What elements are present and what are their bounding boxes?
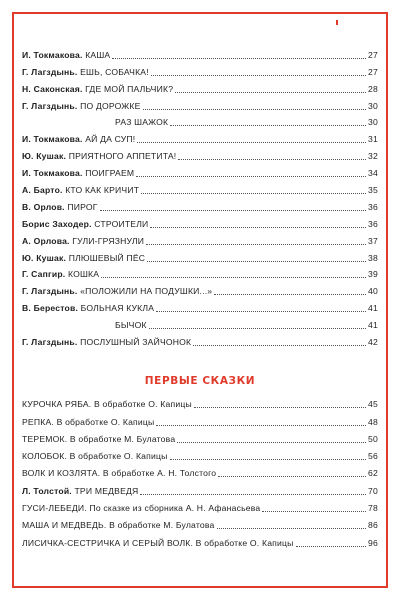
- entry-author: А. Барто.: [22, 185, 63, 196]
- dot-leader: [156, 425, 366, 426]
- entry-text: [22, 168, 134, 179]
- entry-text: [22, 520, 215, 531]
- entry-page-number: 35: [368, 185, 378, 196]
- entry-page-number: 48: [368, 416, 378, 427]
- entry-title: ГУЛИ-ГРЯЗНУЛИ: [72, 235, 145, 246]
- toc-entry: [22, 410, 378, 427]
- entry-page-number: 41: [368, 320, 378, 331]
- entry-page-number: 38: [368, 252, 378, 263]
- toc-entry: [22, 247, 378, 264]
- entry-text: [22, 185, 139, 196]
- toc-entry: [22, 162, 378, 179]
- toc-entry: [22, 428, 378, 445]
- entry-author: А. Орлова.: [22, 235, 70, 246]
- entry-author: В. Берестов.: [22, 303, 79, 314]
- entry-note: В обработке М. Булатова: [109, 520, 215, 531]
- entry-author: В. Орлов.: [22, 201, 65, 212]
- entry-text: [22, 84, 173, 95]
- entry-text: [115, 117, 168, 128]
- dot-leader: [175, 92, 366, 93]
- entry-title: ВОЛК И КОЗЛЯТА.: [22, 468, 101, 479]
- entry-page-number: 62: [368, 468, 378, 479]
- entry-note: В обработке О. Капицы: [69, 451, 168, 462]
- entry-page-number: 36: [368, 201, 378, 212]
- entry-text: [22, 67, 149, 78]
- entry-title: «ПОЛОЖИЛИ НА ПОДУШКИ...»: [80, 286, 213, 297]
- toc-entry: [22, 531, 378, 548]
- dot-leader: [137, 142, 366, 143]
- dot-leader: [170, 459, 367, 460]
- entry-page-number: 41: [368, 303, 378, 314]
- entry-author: И. Токмакова.: [22, 168, 83, 179]
- toc-entry: [22, 44, 378, 61]
- entry-text: [22, 503, 260, 514]
- entry-title: ТРИ МЕДВЕДЯ: [74, 485, 139, 496]
- dot-leader: [178, 159, 366, 160]
- entry-title: ЛИСИЧКА-СЕСТРИЧКА И СЕРЫЙ ВОЛК.: [22, 537, 194, 548]
- toc-entry: [22, 280, 378, 297]
- entry-title: ГДЕ МОЙ ПАЛЬЧИК?: [85, 83, 174, 94]
- toc-entry: [22, 331, 378, 348]
- dot-leader: [193, 345, 366, 346]
- entry-note: В обработке А. Н. Толстого: [102, 468, 217, 479]
- entry-text: [22, 434, 175, 445]
- entry-author: Г. Лагздынь.: [22, 100, 78, 111]
- entry-title: ПЛЮШЕВЫЙ ПЁС: [68, 252, 146, 263]
- entry-page-number: 31: [368, 134, 378, 145]
- entry-page-number: 86: [368, 520, 378, 531]
- toc-entry: [22, 479, 378, 496]
- dot-leader: [149, 328, 366, 329]
- entry-text: [22, 101, 141, 112]
- dot-leader: [214, 294, 366, 295]
- entry-title: ПО ДОРОЖКЕ: [80, 100, 141, 111]
- dot-leader: [150, 227, 366, 228]
- toc-entry: [22, 95, 378, 112]
- entry-page-number: 50: [368, 433, 378, 444]
- entry-text: [22, 134, 135, 145]
- entry-title: АЙ ДА СУП!: [85, 134, 136, 145]
- entry-page-number: 45: [368, 399, 378, 410]
- entry-title: БЫЧОК: [115, 320, 147, 331]
- toc-entry: [22, 230, 378, 247]
- entry-title: КОШКА: [67, 269, 100, 280]
- entry-note: В обработке О. Капицы: [93, 399, 192, 410]
- entry-page-number: 36: [368, 218, 378, 229]
- entry-page-number: 78: [368, 503, 378, 514]
- entry-title: СТРОИТЕЛИ: [94, 218, 149, 229]
- entry-page-number: 34: [368, 168, 378, 179]
- entry-text: [22, 468, 216, 479]
- dot-leader: [217, 528, 367, 529]
- entry-page-number: 28: [368, 83, 378, 94]
- entry-title: КУРОЧКА РЯБА.: [22, 399, 92, 410]
- entry-page-number: 70: [368, 485, 378, 496]
- entry-title: ПИРОГ: [67, 201, 98, 212]
- entry-text: [22, 269, 99, 280]
- entry-author: Н. Саконская.: [22, 83, 83, 94]
- entry-title: ПОСЛУШНЫЙ ЗАЙЧОНОК: [80, 337, 192, 348]
- entry-author: Л. Толстой.: [22, 485, 72, 496]
- toc-tales-list: [22, 393, 378, 549]
- entry-title: КТО КАК КРИЧИТ: [65, 185, 140, 196]
- entry-text: [22, 337, 191, 348]
- toc-entry: [22, 264, 378, 281]
- toc-entry: [22, 145, 378, 162]
- entry-title: МАША И МЕДВЕДЬ.: [22, 520, 107, 531]
- toc-entry: [22, 445, 378, 462]
- dot-leader: [177, 442, 366, 443]
- entry-text: [22, 151, 176, 162]
- entry-text: [22, 486, 138, 497]
- entry-text: [22, 202, 98, 213]
- entry-title: ПРИЯТНОГО АППЕТИТА!: [68, 151, 177, 162]
- entry-title: ПОИГРАЕМ: [85, 168, 135, 179]
- dot-leader: [112, 58, 366, 59]
- dot-leader: [194, 407, 366, 408]
- dot-leader: [100, 210, 366, 211]
- toc-entry: [22, 213, 378, 230]
- entry-page-number: 27: [368, 49, 378, 60]
- entry-page-number: 56: [368, 451, 378, 462]
- entry-page-number: 96: [368, 537, 378, 548]
- entry-note: В обработке М. Булатова: [69, 433, 176, 444]
- entry-page-number: 37: [368, 235, 378, 246]
- entry-text: [22, 451, 168, 462]
- entry-note: В обработке О. Капицы: [195, 537, 294, 548]
- entry-author: И. Токмакова.: [22, 134, 83, 145]
- entry-title: РЕПКА.: [22, 416, 54, 427]
- toc-entry: [22, 393, 378, 410]
- entry-page-number: 27: [368, 66, 378, 77]
- toc-entry: [22, 497, 378, 514]
- entry-text: [22, 303, 154, 314]
- toc-main-list: [22, 44, 378, 348]
- entry-author: Ю. Кушак.: [22, 252, 67, 263]
- toc-entry: [22, 297, 378, 314]
- entry-title: ЕШЬ, СОБАЧКА!: [80, 66, 149, 77]
- entry-page-number: 42: [368, 337, 378, 348]
- entry-text: [22, 253, 145, 264]
- entry-title: КАША: [85, 49, 111, 60]
- toc-entry: [22, 61, 378, 78]
- entry-text: [115, 320, 147, 331]
- entry-text: [22, 399, 192, 410]
- dot-leader: [170, 125, 366, 126]
- dot-leader: [296, 546, 367, 547]
- entry-title: РАЗ ШАЖОК: [115, 117, 169, 128]
- corner-mark: [336, 20, 338, 25]
- dot-leader: [101, 277, 366, 278]
- entry-text: [22, 236, 144, 247]
- entry-text: [22, 286, 212, 297]
- entry-author: Борис Заходер.: [22, 218, 92, 229]
- dot-leader: [136, 176, 366, 177]
- toc-entry: [22, 462, 378, 479]
- entry-note: В обработке О. Капицы: [56, 416, 155, 427]
- dot-leader: [143, 109, 366, 110]
- entry-page-number: 40: [368, 286, 378, 297]
- entry-text: [22, 538, 294, 549]
- dot-leader: [146, 244, 366, 245]
- entry-text: [22, 50, 110, 61]
- entry-author: Ю. Кушак.: [22, 151, 67, 162]
- entry-title: КОЛОБОК.: [22, 451, 68, 462]
- entry-page-number: 32: [368, 151, 378, 162]
- entry-page-number: 39: [368, 269, 378, 280]
- entry-note: По сказке из сборника А. Н. Афанасьева: [89, 503, 261, 514]
- dot-leader: [147, 261, 366, 262]
- toc-entry: [22, 196, 378, 213]
- entry-text: [22, 219, 148, 230]
- entry-title: БОЛЬНАЯ КУКЛА: [80, 303, 155, 314]
- entry-author: Г. Сапгир.: [22, 269, 66, 280]
- section-heading: ПЕРВЫЕ СКАЗКИ: [144, 375, 256, 387]
- entry-author: Г. Лагздынь.: [22, 286, 78, 297]
- entry-page-number: 30: [368, 117, 378, 128]
- toc-entry: [22, 514, 378, 531]
- toc-entry: [22, 314, 378, 331]
- entry-author: И. Токмакова.: [22, 49, 83, 60]
- dot-leader: [140, 494, 366, 495]
- dot-leader: [141, 193, 366, 194]
- dot-leader: [218, 476, 366, 477]
- toc-entry: [22, 179, 378, 196]
- toc-entry: [22, 78, 378, 95]
- dot-leader: [151, 75, 366, 76]
- entry-author: Г. Лагздынь.: [22, 337, 78, 348]
- toc-entry: [22, 112, 378, 129]
- entry-text: [22, 417, 154, 428]
- toc-entry: [22, 128, 378, 145]
- dot-leader: [156, 311, 366, 312]
- entry-title: ТЕРЕМОК.: [22, 433, 68, 444]
- entry-page-number: 30: [368, 100, 378, 111]
- entry-author: Г. Лагздынь.: [22, 66, 78, 77]
- entry-title: ГУСИ-ЛЕБЕДИ.: [22, 503, 87, 514]
- dot-leader: [262, 511, 366, 512]
